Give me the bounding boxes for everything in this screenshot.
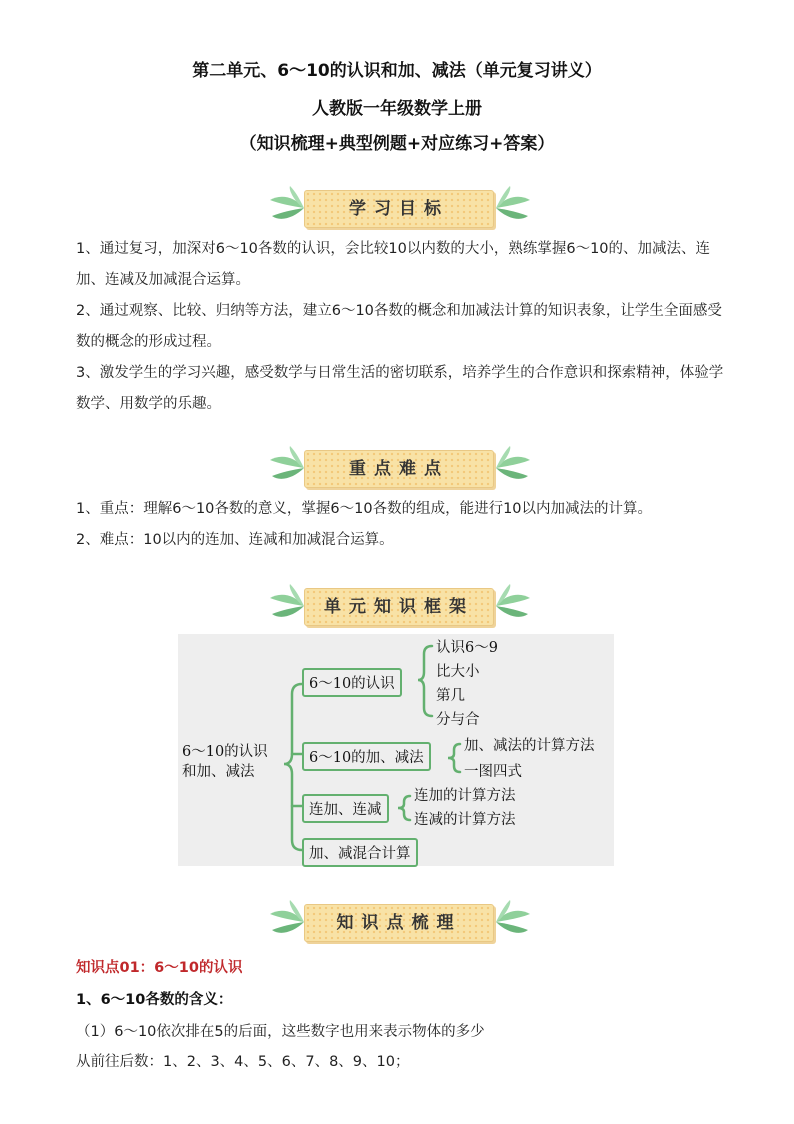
- framework-root-line: 和加、减法: [182, 764, 255, 780]
- section-banner-knowledge: [0, 900, 794, 944]
- framework-branch: 6～10的认识: [302, 668, 402, 697]
- leaf-left-icon: [266, 584, 306, 628]
- key-point-item: 1、重点：理解6～10各数的意义，掌握6～10各数的组成，能进行10以内加减法的计算。: [76, 501, 653, 517]
- leaf-left-icon: [266, 900, 306, 944]
- goal-item: 3、激发学生的学习兴趣，感受数学与日常生活的密切联系，培养学生的合作意识和探索精神，体验学数学、用数学的乐趣。: [76, 365, 724, 412]
- knowledge-point-title: 知识点01：6～10的认识: [76, 960, 243, 976]
- banner-label: 学习目标: [304, 190, 494, 228]
- framework-root: [182, 742, 268, 782]
- banner-label: 单元知识框架: [304, 588, 494, 626]
- knowledge-line: （1）6～10依次排在5的后面，这些数字也用来表示物体的多少: [76, 1024, 485, 1040]
- goal-item: 1、通过复习，加深对6～10各数的认识，会比较10以内数的大小，熟练掌握6～10的、加减法、连加、连减及加减混合运算。: [76, 241, 711, 288]
- framework-leaf: 第几: [436, 688, 465, 704]
- banner-label: 知识点梳理: [304, 904, 494, 942]
- framework-branch: 6～10的加、减法: [302, 742, 431, 771]
- knowledge-point-subtitle: 1、6～10各数的含义：: [76, 992, 233, 1008]
- leaf-right-icon: [494, 584, 534, 628]
- knowledge-framework-diagram: [178, 634, 614, 866]
- doc-title: 第二单元、6～10的认识和加、减法（单元复习讲义）: [192, 61, 602, 81]
- framework-leaf: 连减的计算方法: [414, 812, 516, 828]
- leaf-right-icon: [494, 186, 534, 230]
- key-point-item: 2、难点：10以内的连加、连减和加减混合运算。: [76, 532, 394, 548]
- framework-root-line: 6～10的认识: [182, 744, 268, 760]
- framework-leaf: 认识6～9: [436, 640, 498, 656]
- leaf-right-icon: [494, 446, 534, 490]
- knowledge-line: 从前往后数：1、2、3、4、5、6、7、8、9、10；: [76, 1054, 410, 1070]
- goals-list: [76, 234, 726, 420]
- section-banner-framework: [0, 584, 794, 628]
- section-banner-key-points: [0, 446, 794, 490]
- key-points-list: [76, 494, 726, 556]
- framework-leaf: 加、减法的计算方法: [464, 738, 595, 754]
- banner-label: 重点难点: [304, 450, 494, 488]
- framework-leaf: 连加的计算方法: [414, 788, 516, 804]
- framework-branch: 加、减混合计算: [302, 838, 418, 867]
- framework-leaf: 比大小: [436, 664, 480, 680]
- leaf-right-icon: [494, 900, 534, 944]
- framework-branch: 连加、连减: [302, 794, 389, 823]
- doc-subtitle: 人教版一年级数学上册: [312, 99, 482, 119]
- doc-subtitle-note: （知识梳理+典型例题+对应练习+答案）: [239, 134, 555, 154]
- leaf-left-icon: [266, 446, 306, 490]
- framework-leaf: 一图四式: [464, 764, 522, 780]
- leaf-left-icon: [266, 186, 306, 230]
- framework-leaf: 分与合: [436, 712, 480, 728]
- section-banner-goals: [0, 186, 794, 230]
- goal-item: 2、通过观察、比较、归纳等方法，建立6～10各数的概念和加减法计算的知识表象，让学生全面感受数的概念的形成过程。: [76, 303, 722, 350]
